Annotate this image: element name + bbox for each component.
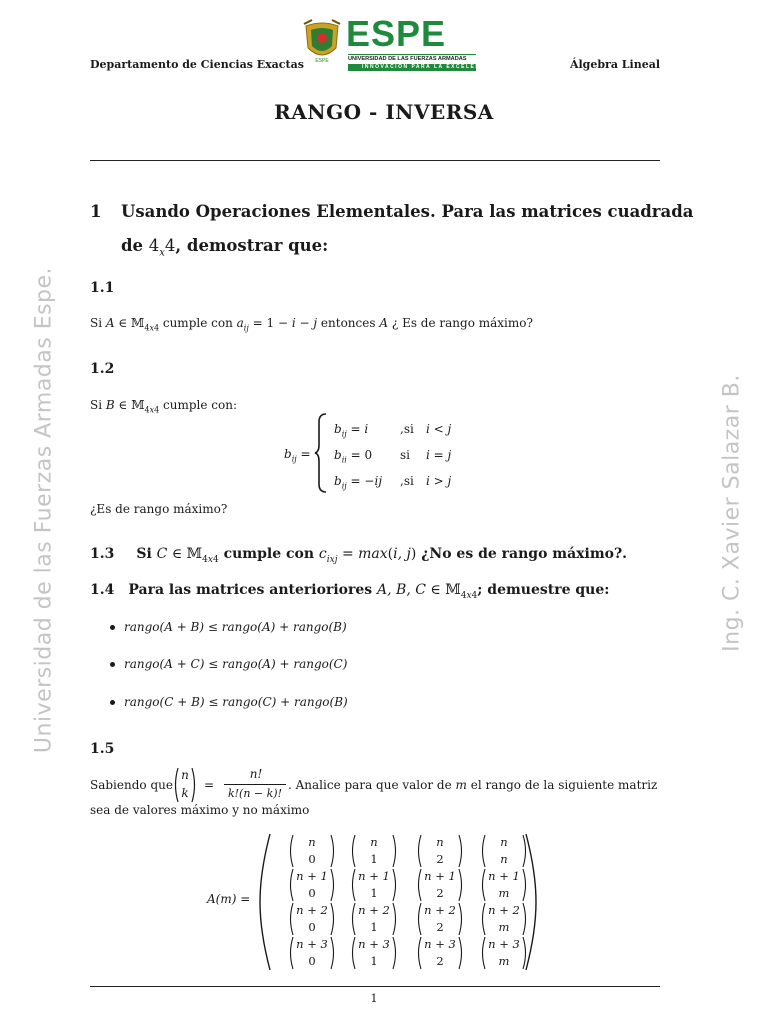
header-course: Álgebra Lineal	[569, 58, 660, 71]
fraction-denominator: k!(n − k)!	[227, 787, 283, 800]
header-department: Departamento de Ciencias Exactas	[90, 58, 304, 71]
binomial-bottom: m	[498, 886, 510, 900]
binomial-bottom: n	[500, 852, 508, 866]
binomial-top: n	[500, 835, 508, 849]
binomial-top: n + 1	[488, 869, 520, 883]
binomial-top: n + 1	[358, 869, 390, 883]
binomial-top: n + 2	[488, 903, 520, 917]
matrix-cell	[350, 834, 398, 868]
subsection-1-4: 1.4 Para las matrices anterioriores A, B, C ∈ 𝕄$_{4x4}$; demuestre que:	[90, 582, 610, 601]
left-brace	[314, 412, 328, 494]
binomial-bottom: m	[498, 920, 510, 934]
fraction-numerator: n!	[249, 767, 263, 781]
list-item: rango(A + C) ≤ rango(A) + rango(C)	[110, 657, 347, 671]
binomial-top: n + 3	[358, 937, 390, 951]
binomial-bottom: 1	[370, 852, 378, 866]
page-title: RANGO - INVERSA	[274, 100, 494, 124]
binomial-top: n + 2	[296, 903, 328, 917]
binomial-top: n + 3	[296, 937, 328, 951]
binomial: n k	[173, 766, 197, 804]
subsection-1-5-text-a: Sabiendo que	[90, 778, 173, 792]
subsection-1-1-text: Si A ∈ 𝕄$_{4x4}$ cumple con $a_{ij} = 1 - i - j$ entonces A ¿ Es de rango máximo?	[90, 316, 533, 333]
matrix-cell	[288, 902, 336, 936]
case-row-3: $b_{ij} = -ij$ ,si i > j	[334, 474, 452, 491]
binomial-top: n + 1	[424, 869, 456, 883]
subsection-1-5-line2: sea de valores máximo y no máximo	[90, 803, 310, 817]
matrix-cell	[288, 868, 336, 902]
subsection-1-2-question: ¿Es de rango máximo?	[90, 502, 228, 516]
binomial-top: n + 3	[424, 937, 456, 951]
binomial-bottom: 0	[308, 886, 316, 900]
svg-text:ESPE: ESPE	[315, 58, 329, 64]
piecewise-lhs: $b_{ij}$ =	[284, 447, 311, 464]
matrix-cell	[288, 936, 336, 970]
matrix-cell	[416, 834, 464, 868]
binomial-bottom: 0	[308, 920, 316, 934]
logo-tagline: INNOVACIÓN PARA LA EXCELENCIA	[362, 64, 494, 70]
matrix-cell	[480, 868, 528, 902]
binomial-bottom: m	[498, 954, 510, 968]
subsection-1-2-heading: 1.2	[90, 361, 115, 377]
matrix-cell	[480, 936, 528, 970]
espe-logo	[302, 13, 494, 76]
binomial-bottom: 2	[436, 852, 444, 866]
logo-subtitle: UNIVERSIDAD DE LAS FUERZAS ARMADAS	[348, 56, 467, 62]
footer-rule	[90, 986, 660, 987]
list-item: rango(A + B) ≤ rango(A) + rango(B)	[110, 620, 347, 634]
side-watermark-right: Ing. C. Xavier Salazar B.	[719, 374, 745, 652]
binomial-bottom: 1	[370, 920, 378, 934]
binomial-top: n	[308, 835, 316, 849]
matrix-cell	[416, 936, 464, 970]
subsection-1-3: 1.3 Si C ∈ 𝕄$_{4x4}$ cumple con $c_{ixj} = \max(i$, j) ¿No es de rango máximo?.	[90, 546, 628, 565]
binomial-top: n + 3	[488, 937, 520, 951]
matrix-cell	[416, 868, 464, 902]
binomial-bottom: 0	[308, 852, 316, 866]
matrix-cell	[350, 936, 398, 970]
list-item: rango(C + B) ≤ rango(C) + rango(B)	[110, 695, 348, 709]
binomial-bottom: 1	[370, 954, 378, 968]
fraction-bar	[224, 784, 286, 785]
binomial-bottom: 2	[436, 954, 444, 968]
matrix-cell	[416, 902, 464, 936]
binomial-bottom: 1	[370, 886, 378, 900]
matrix-cell	[350, 902, 398, 936]
subsection-1-5-text-b: . Analice para que valor de m el rango de la siguiente matriz	[288, 778, 658, 792]
subsection-1-5-heading: 1.5	[90, 741, 115, 757]
page-number: 1	[370, 992, 378, 1005]
matrix-cell	[288, 834, 336, 868]
title-rule	[90, 160, 660, 161]
section-heading-line1: Usando Operaciones Elementales. Para las matrices cuadrada	[121, 202, 694, 221]
binomial-bottom: 0	[308, 954, 316, 968]
binomial-top: n + 2	[358, 903, 390, 917]
binomial-top: n + 1	[296, 869, 328, 883]
binomial-bottom: 2	[436, 886, 444, 900]
subsection-1-1-heading: 1.1	[90, 280, 115, 296]
binomial-top: n	[436, 835, 444, 849]
section-heading-line2: de $4_x4$, demostrar que:	[121, 236, 329, 259]
binomial-bottom: 2	[436, 920, 444, 934]
binomial-top: n + 2	[424, 903, 456, 917]
matrix-cell	[480, 834, 528, 868]
section-number: 1	[90, 202, 102, 221]
matrix-body	[270, 832, 526, 972]
logo-wordmark: ESPE	[346, 13, 447, 54]
case-row-1: $b_{ij} = i$ ,si i < j	[334, 422, 452, 439]
matrix-lhs: A(m) =	[207, 892, 251, 906]
side-watermark-left: Universidad de las Fuerzas Armadas Espe.	[31, 266, 57, 754]
matrix-cell	[350, 868, 398, 902]
subsection-1-2-intro: Si B ∈ 𝕄$_{4x4}$ cumple con:	[90, 398, 237, 415]
binomial-top: n	[370, 835, 378, 849]
matrix-cell	[480, 902, 528, 936]
case-row-2: $b_{ii} = 0$ si i = j	[334, 448, 452, 465]
